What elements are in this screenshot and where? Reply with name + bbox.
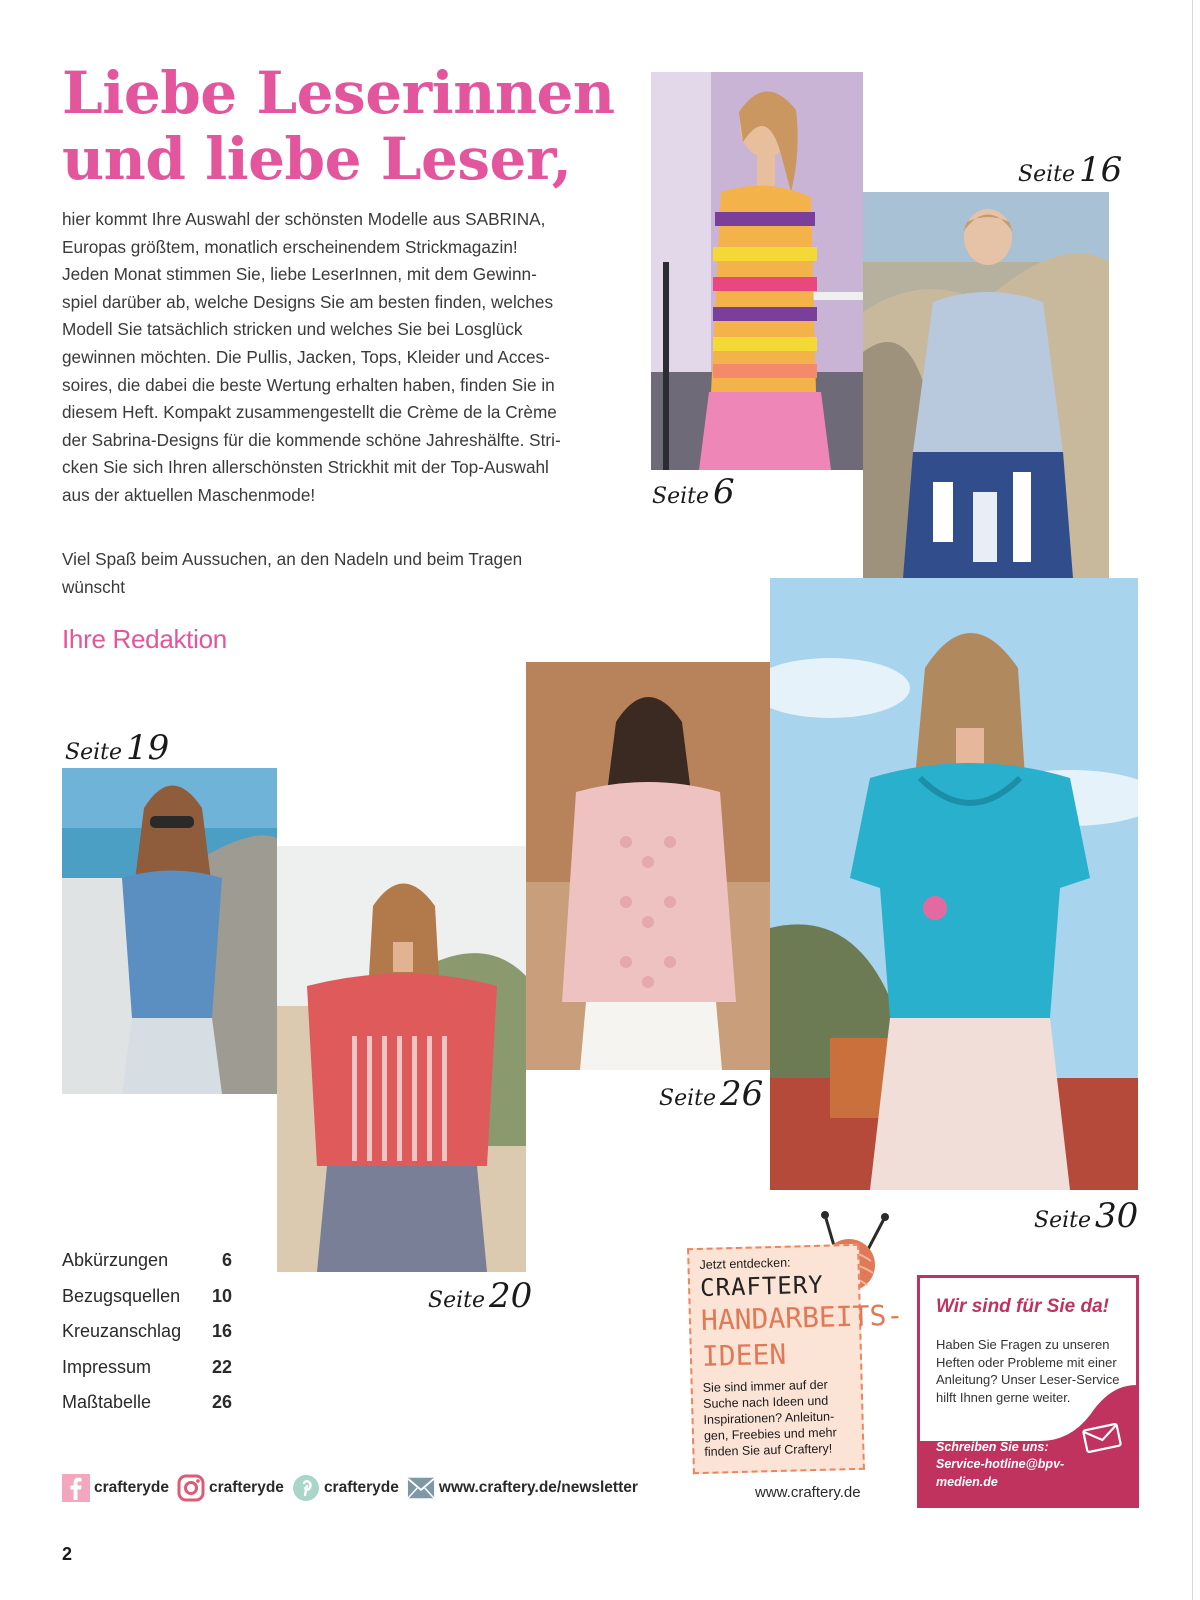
- instagram-handle: crafteryde: [208, 1479, 284, 1496]
- pinterest-icon: [292, 1474, 320, 1502]
- intro-line: cken Sie sich Ihren allerschönsten Strickhit mit der Top-Auswahl: [62, 457, 549, 478]
- social-links: [62, 1474, 646, 1502]
- page-ref-number: 16: [1079, 150, 1123, 190]
- craftery-brand: CRAFTERY: [699, 1270, 825, 1302]
- service-contact[interactable]: [936, 1439, 1086, 1492]
- craftery-url[interactable]: www.craftery.de: [755, 1484, 861, 1501]
- photo-model-p30[interactable]: [770, 578, 1138, 1190]
- index-label: Abkürzungen: [62, 1250, 169, 1270]
- page-ref-number: 26: [720, 1074, 764, 1114]
- page-ref-20[interactable]: [428, 1276, 532, 1316]
- intro-line: diesem Heft. Kompakt zusammengestellt die Crème de la Crème: [62, 402, 557, 423]
- index-label: Kreuzanschlag: [62, 1321, 182, 1341]
- intro-line: Modell Sie tatsächlich stricken und welches Sie bei Losglück: [62, 319, 523, 340]
- facebook-icon: [62, 1474, 90, 1502]
- headline: [62, 60, 622, 192]
- page-ref-word: Seite: [65, 740, 122, 765]
- intro-line: Jeden Monat stimmen Sie, liebe LeserInnen, mit dem Gewinn-: [62, 264, 537, 285]
- index-row[interactable]: [62, 1286, 232, 1322]
- index-page: 6: [221, 1250, 232, 1270]
- page-ref-number: 6: [713, 472, 735, 512]
- mail-icon: [407, 1474, 435, 1502]
- intro-line: Europas größtem, monatlich erscheinendem Strickmagazin!: [62, 236, 518, 257]
- service-box: [917, 1275, 1139, 1508]
- photo-model-p16[interactable]: [863, 192, 1109, 578]
- intro-line: spiel darüber ab, welche Designs Sie am besten finden, welches: [62, 291, 554, 312]
- headline-line-2: und liebe Leser,: [62, 125, 572, 193]
- pinterest-handle: crafteryde: [323, 1479, 399, 1496]
- newsletter-link[interactable]: [407, 1474, 638, 1502]
- intro-line: aus der aktuellen Maschenmode!: [62, 484, 316, 505]
- index-label: Bezugsquellen: [62, 1285, 181, 1306]
- closing-line: Viel Spaß beim Aussuchen, an den Nadeln und beim Tragen: [62, 549, 523, 569]
- intro-line: gewinnen möchten. Die Pullis, Jacken, Tops, Kleider und Acces-: [62, 346, 550, 367]
- headline-line-1: Liebe Leserinnen: [62, 59, 615, 127]
- signature: Ihre Redaktion: [62, 624, 227, 654]
- closing-line: wünscht: [62, 576, 126, 597]
- page-ref-30[interactable]: [1034, 1196, 1138, 1236]
- intro-line: der Sabrina-Designs für die kommende schöne Jahreshälfte. Stri-: [62, 429, 561, 450]
- intro-line: hier kommt Ihre Auswahl der schönsten Modelle aus SABRINA,: [62, 209, 546, 229]
- service-text: Haben Sie Fragen zu unseren Heften oder Probleme mit einer Anleitung? Unser Leser-Service hilft Ihnen gerne weiter.: [936, 1337, 1120, 1405]
- facebook-link[interactable]: [62, 1474, 169, 1502]
- page-ref-number: 30: [1095, 1196, 1139, 1236]
- index-row[interactable]: [62, 1392, 232, 1428]
- index-page: 10: [211, 1285, 232, 1306]
- index-page: 22: [211, 1356, 232, 1377]
- page-ref-26[interactable]: [659, 1074, 763, 1114]
- craftery-body: Sie sind immer auf der Suche nach Ideen und Inspirationen? Anleitun-gen, Freebies und mehr finden Sie auf Craftery!: [702, 1377, 837, 1459]
- instagram-link[interactable]: [177, 1474, 284, 1502]
- page-ref-6[interactable]: [652, 472, 735, 512]
- craftery-promo[interactable]: [687, 1244, 904, 1474]
- instagram-icon: [177, 1474, 205, 1502]
- page-ref-word: Seite: [1034, 1208, 1091, 1233]
- service-contact-email-2: medien.de: [936, 1474, 998, 1489]
- closing-text: [62, 546, 592, 601]
- page-number: 2: [62, 1544, 73, 1564]
- photo-model-p26[interactable]: [526, 662, 770, 1070]
- page-ref-number: 19: [126, 728, 170, 768]
- craftery-pre: Jetzt entdecken:: [699, 1255, 791, 1272]
- service-contact-label: Schreiben Sie uns:: [936, 1439, 1049, 1454]
- service-contact-email-1: Service-hotline@bpv-: [936, 1457, 1065, 1471]
- index-row[interactable]: [62, 1357, 232, 1393]
- index-row[interactable]: [62, 1321, 232, 1357]
- index-page: 26: [211, 1392, 232, 1412]
- page-ref-16[interactable]: [1018, 150, 1122, 190]
- intro-line: soires, die dabei die beste Wertung erhalten haben, finden Sie in: [62, 374, 555, 395]
- craftery-headline-1: HANDARBEITS-: [700, 1298, 904, 1337]
- service-title: Wir sind für Sie da!: [936, 1296, 1109, 1317]
- craftery-headline-2: IDEEN: [701, 1337, 787, 1373]
- envelope-icon: [1082, 1423, 1122, 1453]
- facebook-handle: crafteryde: [94, 1479, 169, 1496]
- page-ref-word: Seite: [652, 484, 709, 509]
- photo-model-p6[interactable]: [651, 72, 863, 470]
- page-ref-19[interactable]: [65, 728, 169, 768]
- page-edge-rule: [1192, 0, 1193, 1600]
- intro-text: [62, 206, 592, 510]
- index-label: Impressum: [62, 1356, 152, 1377]
- pinterest-link[interactable]: [292, 1474, 399, 1502]
- newsletter-url: www.craftery.de/newsletter: [438, 1479, 638, 1496]
- page-ref-word: Seite: [659, 1086, 716, 1111]
- index-list: [62, 1250, 232, 1428]
- index-label: Maßtabelle: [62, 1392, 152, 1412]
- page-ref-word: Seite: [428, 1288, 485, 1313]
- photo-model-p19[interactable]: [62, 768, 277, 1094]
- index-row[interactable]: [62, 1250, 232, 1286]
- page-ref-word: Seite: [1018, 162, 1075, 187]
- photo-model-p20[interactable]: [277, 846, 526, 1272]
- index-page: 16: [211, 1321, 232, 1341]
- page-ref-number: 20: [489, 1276, 533, 1316]
